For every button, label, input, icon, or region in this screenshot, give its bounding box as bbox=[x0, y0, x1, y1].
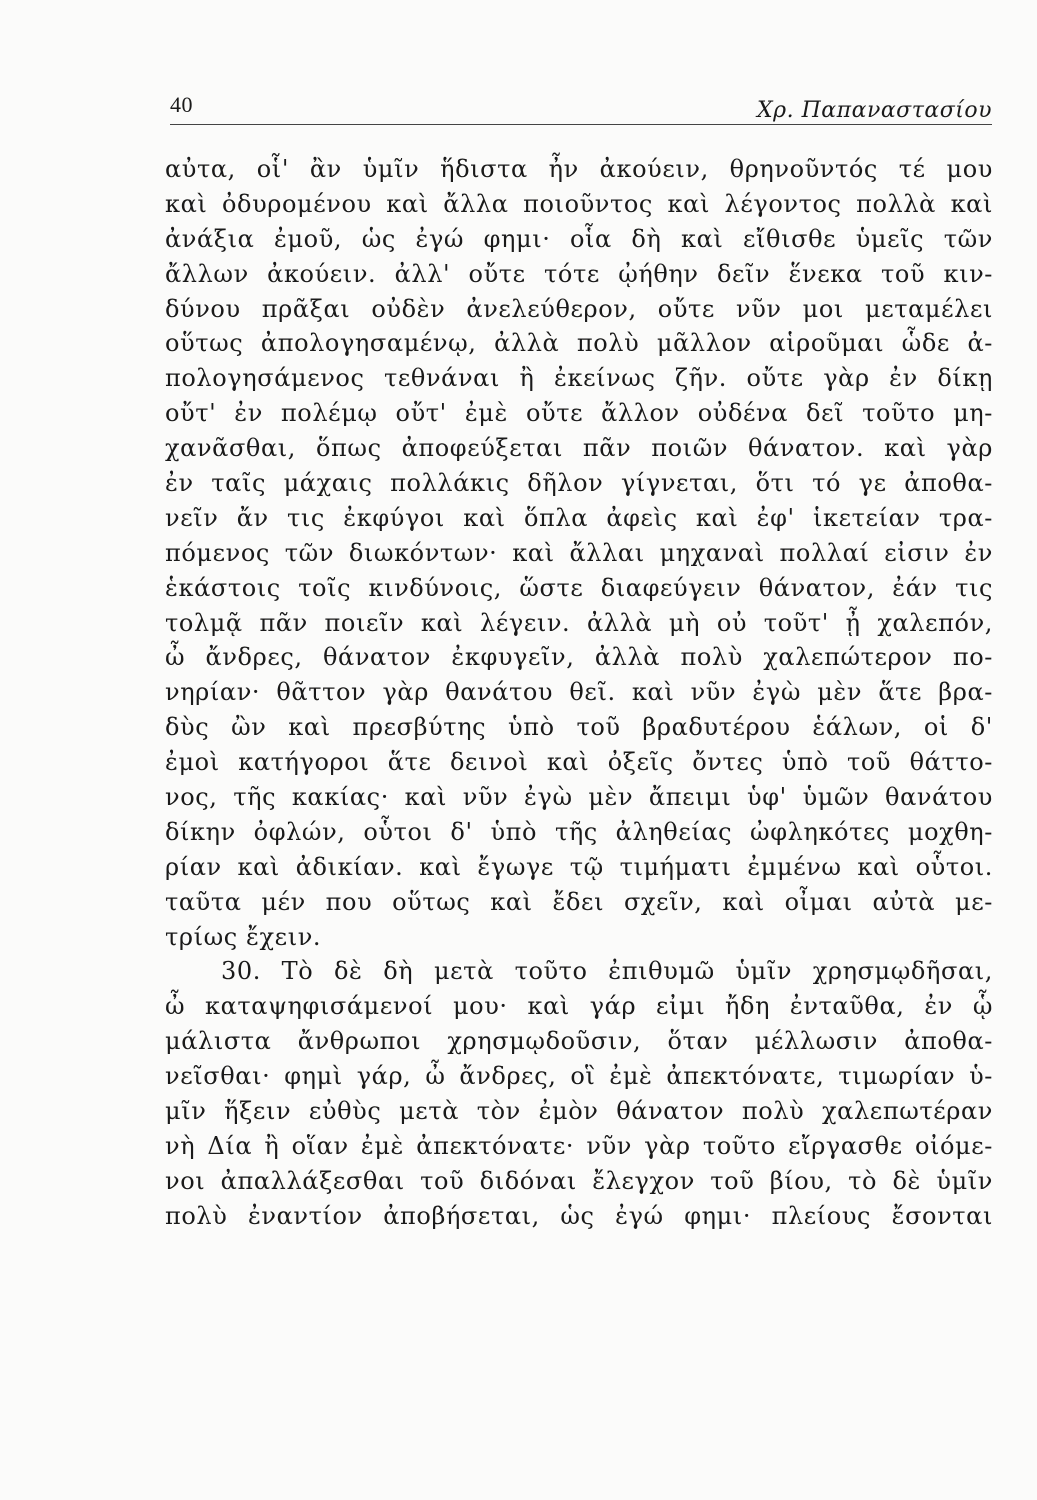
text-line: ἀνάξια ἐμοῦ, ὡς ἐγώ φημι· οἷα δὴ καὶ εἴθισθε ὑμεῖς τῶν bbox=[165, 224, 993, 253]
text-line: ὦ καταψηφισάμενοί μου· καὶ γάρ εἰμι ἤδη ἐνταῦθα, ἐν ᾧ bbox=[165, 992, 993, 1021]
text-line: πολὺ ἐναντίον ἀποβήσεται, ὡς ἐγώ φημι· πλείους ἔσονται bbox=[165, 1201, 993, 1230]
text-line: καὶ ὀδυρομένου καὶ ἄλλα ποιοῦντος καὶ λέγοντος πολλὰ καὶ bbox=[165, 189, 993, 218]
page-number: 40 bbox=[170, 92, 193, 117]
text-line: νοι ἀπαλλάξεσθαι τοῦ διδόναι ἔλεγχον τοῦ βίου, τὸ δὲ ὑμῖν bbox=[165, 1166, 993, 1195]
text-line: χανᾶσθαι, ὅπως ἀποφεύξεται πᾶν ποιῶν θάνατον. καὶ γὰρ bbox=[165, 434, 993, 463]
text-line: ἄλλων ἀκούειν. ἀλλ' οὔτε τότε ᾠήθην δεῖν ἕνεκα τοῦ κιν- bbox=[165, 259, 993, 288]
text-line: ρίαν καὶ ἀδικίαν. καὶ ἔγωγε τῷ τιμήματι ἐμμένω καὶ οὗτοι. bbox=[165, 852, 993, 881]
header-rule bbox=[170, 124, 992, 125]
text-line: νεῖν ἄν τις ἐκφύγοι καὶ ὅπλα ἀφεὶς καὶ ἐφ' ἱκετείαν τρα- bbox=[165, 503, 993, 532]
text-line: μῖν ἥξειν εὐθὺς μετὰ τὸν ἐμὸν θάνατον πολὺ χαλεπωτέραν bbox=[165, 1097, 993, 1126]
text-line: ταῦτα μέν που οὕτως καὶ ἔδει σχεῖν, καὶ οἶμαι αὐτὰ με- bbox=[165, 887, 993, 916]
text-line: πόμενος τῶν διωκόντων· καὶ ἄλλαι μηχαναὶ πολλαί εἰσιν ἐν bbox=[165, 538, 993, 567]
text-line: δύνου πρᾶξαι οὐδὲν ἀνελεύθερον, οὔτε νῦν μοι μεταμέλει bbox=[165, 294, 993, 323]
text-line: αὐτα, οἷ' ἂν ὑμῖν ἥδιστα ἦν ἀκούειν, θρηνοῦντός τέ μου bbox=[165, 155, 993, 183]
text-line: νηρίαν· θᾶττον γὰρ θανάτου θεῖ. καὶ νῦν ἐγὼ μὲν ἅτε βρα- bbox=[165, 678, 993, 707]
text-line: τολμᾷ πᾶν ποιεῖν καὶ λέγειν. ἀλλὰ μὴ οὐ τοῦτ' ᾖ χαλεπόν, bbox=[165, 608, 993, 637]
text-line: μάλιστα ἄνθρωποι χρησμῳδοῦσιν, ὅταν μέλλωσιν ἀποθα- bbox=[165, 1027, 993, 1056]
text-line: δὺς ὢν καὶ πρεσβύτης ὑπὸ τοῦ βραδυτέρου ἑάλων, οἱ δ' bbox=[165, 713, 993, 742]
running-head bbox=[170, 92, 992, 128]
running-head-author: Χρ. Παπαναστασίου bbox=[757, 98, 992, 123]
text-line: ἐν ταῖς μάχαις πολλάκις δῆλον γίγνεται, ὅτι τό γε ἀποθα- bbox=[165, 469, 993, 498]
text-line: ὦ ἄνδρες, θάνατον ἐκφυγεῖν, ἀλλὰ πολὺ χαλεπώτερον πο- bbox=[165, 643, 993, 672]
body-text bbox=[165, 152, 993, 1234]
paragraph-end-line: τρίως ἔχειν. bbox=[165, 922, 322, 951]
text-line: νος, τῆς κακίας· καὶ νῦν ἐγὼ μὲν ἄπειμι ὑφ' ὑμῶν θανάτου bbox=[165, 783, 993, 812]
text-line: ἐμοὶ κατήγοροι ἅτε δεινοὶ καὶ ὀξεῖς ὄντες ὑπὸ τοῦ θάττο- bbox=[165, 748, 993, 777]
text-line: νεῖσθαι· φημὶ γάρ, ὦ ἄνδρες, οἳ ἐμὲ ἀπεκτόνατε, τιμωρίαν ὑ- bbox=[165, 1062, 993, 1091]
paragraph-start-line: 30. Τὸ δὲ δὴ μετὰ τοῦτο ἐπιθυμῶ ὑμῖν χρησμῳδῆσαι, bbox=[221, 957, 993, 986]
text-line: νὴ Δία ἢ οἵαν ἐμὲ ἀπεκτόνατε· νῦν γὰρ τοῦτο εἴργασθε οἰόμε- bbox=[165, 1131, 993, 1160]
text-line: οὔτ' ἐν πολέμῳ οὔτ' ἐμὲ οὔτε ἄλλον οὐδένα δεῖ τοῦτο μη- bbox=[165, 399, 993, 428]
text-line: δίκην ὀφλών, οὗτοι δ' ὑπὸ τῆς ἀληθείας ὠφληκότες μοχθη- bbox=[165, 817, 993, 846]
text-line: ἑκάστοις τοῖς κινδύνοις, ὥστε διαφεύγειν θάνατον, ἐάν τις bbox=[165, 573, 993, 602]
text-line: πολογησάμενος τεθνάναι ἢ ἐκείνως ζῆν. οὔτε γὰρ ἐν δίκῃ bbox=[165, 364, 993, 393]
text-line: οὕτως ἀπολογησαμένῳ, ἀλλὰ πολὺ μᾶλλον αἱροῦμαι ὧδε ἀ- bbox=[165, 329, 993, 358]
